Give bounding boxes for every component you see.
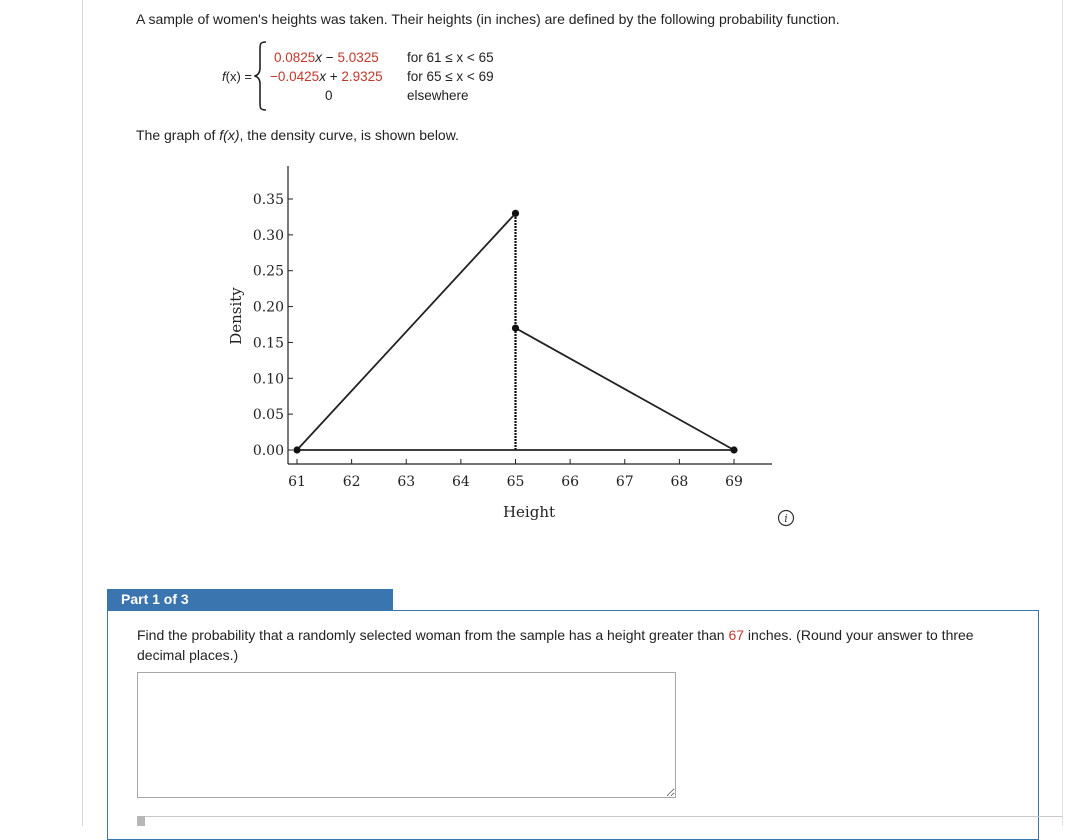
x-tick-label: 68	[670, 474, 689, 490]
chart-ticks	[253, 192, 743, 490]
x-tick-label: 64	[451, 474, 470, 490]
y-tick-label: 0.15	[252, 335, 284, 352]
answer-input[interactable]	[137, 672, 676, 798]
y-tick-label: 0.10	[252, 371, 284, 388]
y-tick-label: 0.20	[252, 299, 284, 316]
part-tab[interactable]: Part 1 of 3	[107, 589, 393, 610]
bottom-divider	[137, 816, 1063, 817]
piece-2-expression: −0.0425x + 2.9325	[270, 69, 383, 84]
part-question: Find the probability that a randomly selected woman from the sample has a height greater than 67 inches. (Round your answer to three decimal places.)	[137, 627, 974, 663]
data-point	[512, 324, 519, 331]
chart-axes	[288, 166, 772, 464]
x-tick-label: 69	[725, 474, 743, 490]
x-axis-label: Height	[502, 503, 556, 521]
density-chart	[0, 0, 800, 540]
x-tick-label: 67	[615, 474, 634, 490]
density-segment	[516, 328, 735, 450]
piece-1-condition: for 61 ≤ x < 65	[407, 50, 494, 65]
x-tick-label: 66	[561, 474, 580, 490]
fx-label: f(x) =	[222, 69, 252, 84]
svg-text:i: i	[784, 512, 788, 525]
question-intro: A sample of women's heights was taken. Their heights (in inches) are defined by the following probability function.	[136, 11, 840, 27]
data-point	[730, 446, 737, 453]
right-divider	[1062, 0, 1063, 826]
info-icon[interactable]	[777, 509, 795, 527]
y-tick-label: 0.25	[252, 263, 284, 280]
y-axis-label: Density	[227, 287, 245, 345]
chart-markers	[293, 210, 737, 454]
piece-3-expression: 0	[325, 88, 333, 103]
x-tick-label: 61	[288, 474, 306, 490]
data-point	[293, 446, 300, 453]
piece-1-expression: 0.0825x − 5.0325	[274, 50, 379, 65]
piece-2-condition: for 65 ≤ x < 69	[407, 69, 494, 84]
graph-intro: The graph of f(x), the density curve, is shown below.	[136, 127, 459, 143]
piece-3-condition: elsewhere	[407, 88, 469, 103]
y-tick-label: 0.05	[252, 407, 284, 424]
x-tick-label: 63	[397, 474, 416, 490]
x-tick-label: 65	[506, 474, 525, 490]
y-tick-label: 0.00	[252, 443, 284, 459]
data-point	[512, 210, 519, 217]
density-segment	[297, 213, 516, 450]
x-tick-label: 62	[342, 474, 361, 490]
height-threshold-value: 67	[728, 627, 745, 643]
bottom-scroll-marker	[137, 816, 145, 826]
y-tick-label: 0.35	[252, 192, 284, 208]
y-tick-label: 0.30	[252, 227, 284, 244]
